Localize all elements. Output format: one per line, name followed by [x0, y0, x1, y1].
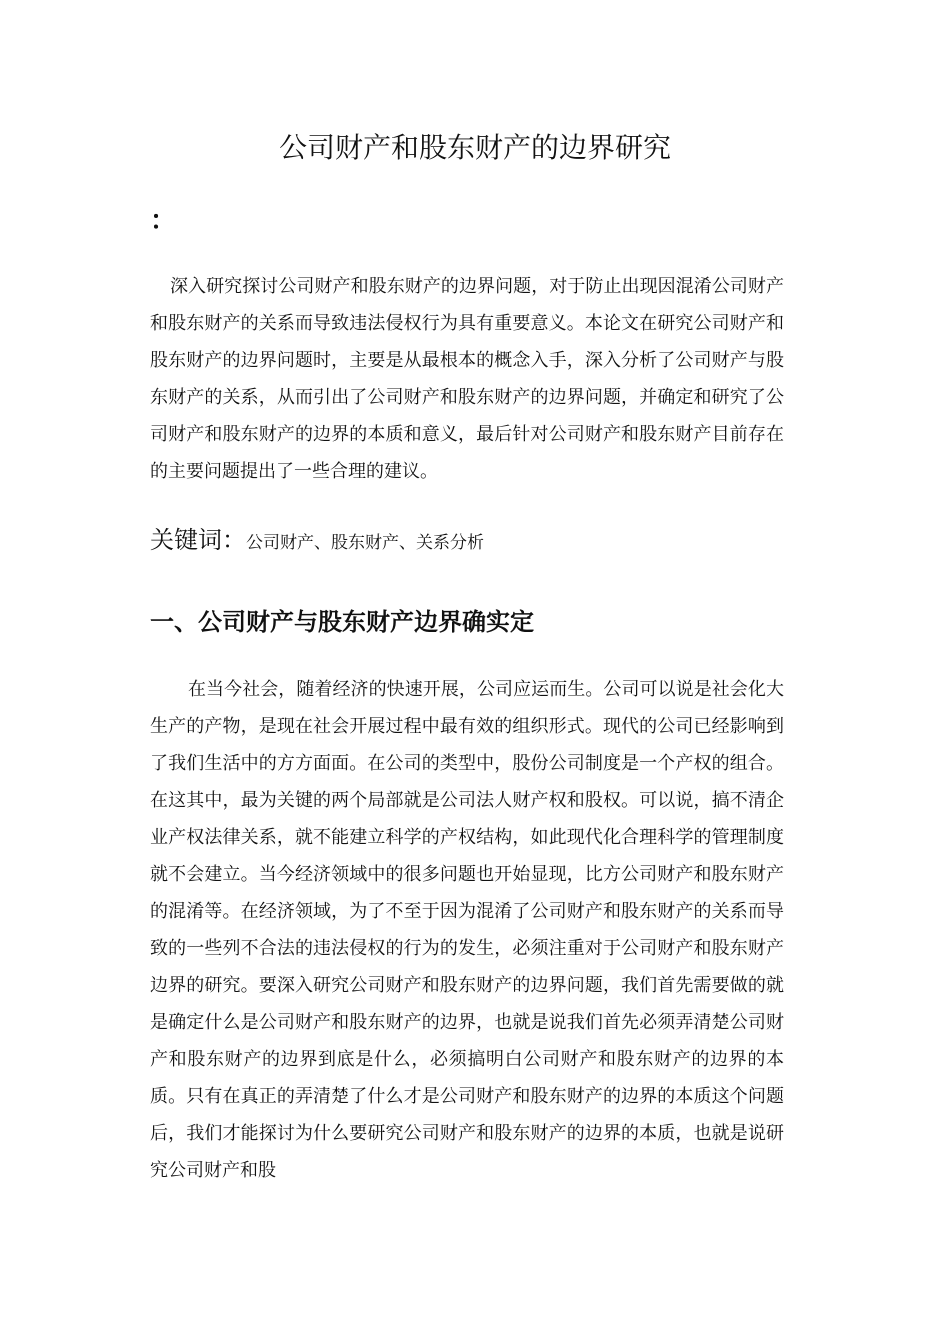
keywords-label: 关键词： — [150, 526, 246, 554]
section-body-paragraph: 在当今社会，随着经济的快速开展，公司应运而生。公司可以说是社会化大生产的产物，是现在社会开展过程中最有效的组织形式。现代的公司已经影响到了我们生活中的方方面面。在公司的类型中，股份公司制度是一个产权的组合。在这其中，最为关键的两个局部就是公司法人财产权和股权。可以说，搞不清企业产权法律关系，就不能建立科学的产权结构，如此现代化合理科学的管理制度就不会建立。当今经济领域中的很多问题也开始显现，比方公司财产和股东财产的混淆等。在经济领域，为了不至于因为混淆了公司财产和股东财产的关系而导致的一些列不合法的违法侵权的行为的发生，必须注重对于公司财产和股东财产边界的研究。要深入研究公司财产和股东财产的边界问题，我们首先需要做的就是确定什么是公司财产和股东财产的边界，也就是说我们首先必须弄清楚公司财产和股东财产的边界到底是什么，必须搞明白公司财产和股东财产的边界的本质。只有在真正的弄清楚了什么才是公司财产和股东财产的边界的本质这个问题后，我们才能探讨为什么要研究公司财产和股东财产的边界的本质，也就是说研究公司财产和股 — [150, 679, 784, 1181]
document-title: 公司财产和股东财产的边界研究 — [278, 131, 671, 164]
author-colon-mark: ： — [150, 206, 177, 236]
keywords-text: 公司财产、股东财产、关系分析 — [246, 533, 484, 553]
abstract-paragraph: 深入研究探讨公司财产和股东财产的边界问题，对于防止出现因混淆公司财产和股东财产的关系而导致违法侵权行为具有重要意义。本论文在研究公司财产和股东财产的边界问题时，主要是从最根本的概念入手，深入分析了公司财产与股东财产的关系，从而引出了公司财产和股东财产的边界问题，并确定和研究了公司财产和股东财产的边界的本质和意义，最后针对公司财产和股东财产目前存在的主要问题提出了一些合理的建议。 — [150, 276, 784, 482]
section-heading: 一、公司财产与股东财产边界确实定 — [150, 607, 534, 636]
keywords-line — [150, 520, 784, 563]
